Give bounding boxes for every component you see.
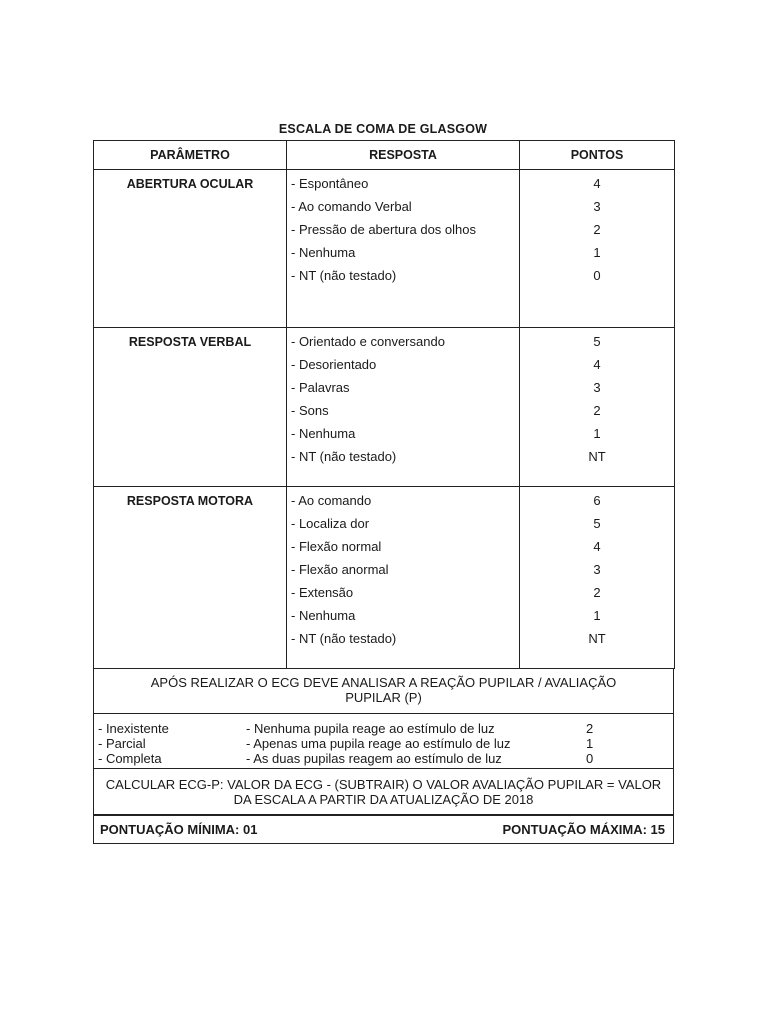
response-item: - Orientado e conversando <box>291 334 445 349</box>
points-list <box>520 170 675 328</box>
points-value: 1 <box>593 245 601 260</box>
response-list <box>287 487 520 669</box>
response-item: - Nenhuma <box>291 426 356 441</box>
param-label: RESPOSTA MOTORA <box>94 487 287 669</box>
points-list <box>520 487 675 669</box>
response-item: - Sons <box>291 403 329 418</box>
points-value: 3 <box>593 380 601 395</box>
points-value: 0 <box>593 268 601 283</box>
param-label: ABERTURA OCULAR <box>94 170 287 328</box>
response-item: - Ao comando <box>291 493 372 508</box>
response-item: - Flexão anormal <box>291 562 389 577</box>
pupil-desc: - Nenhuma pupila reage ao estímulo de luz <box>246 721 495 736</box>
min-score: PONTUAÇÃO MÍNIMA: 01 <box>100 822 258 837</box>
points-value: NT <box>588 631 606 646</box>
response-item: - NT (não testado) <box>291 268 397 283</box>
pupil-rows <box>94 714 673 769</box>
points-value: 3 <box>593 562 601 577</box>
points-value: 1 <box>593 608 601 623</box>
pupil-label: - Completa <box>98 751 162 766</box>
response-item: - Localiza dor <box>291 516 370 531</box>
points-value: 5 <box>593 516 601 531</box>
score-range <box>94 816 673 843</box>
pupil-label: - Inexistente <box>98 721 169 736</box>
pupil-label: - Parcial <box>98 736 146 751</box>
points-value: 4 <box>593 176 601 191</box>
group-resposta-motora <box>94 487 675 669</box>
pupil-points: 1 <box>586 736 594 751</box>
response-item: - Ao comando Verbal <box>291 199 412 214</box>
points-value: 4 <box>593 357 601 372</box>
points-value: 6 <box>593 493 601 508</box>
response-item: - Pressão de abertura dos olhos <box>291 222 476 237</box>
response-item: - Nenhuma <box>291 608 356 623</box>
response-item: - Palavras <box>291 380 350 395</box>
document-title: ESCALA DE COMA DE GLASGOW <box>278 122 488 136</box>
points-value: 4 <box>593 539 601 554</box>
pupil-points: 2 <box>586 721 594 736</box>
response-list <box>287 328 520 487</box>
response-item: - Extensão <box>291 585 354 600</box>
response-list <box>287 170 520 328</box>
group-resposta-verbal <box>94 328 675 487</box>
header-parametro: PARÂMETRO <box>94 141 287 170</box>
points-value: 5 <box>593 334 601 349</box>
points-value: 1 <box>593 426 601 441</box>
points-value: 2 <box>593 403 601 418</box>
pupil-desc: - As duas pupilas reagem ao estímulo de luz <box>246 751 502 766</box>
pupil-assessment-box <box>93 668 674 844</box>
pupil-row <box>98 721 673 736</box>
points-value: NT <box>588 449 606 464</box>
pupil-row <box>98 751 673 766</box>
response-item: - NT (não testado) <box>291 449 397 464</box>
ecg-p-calculation: CALCULAR ECG-P: VALOR DA ECG - (SUBTRAIR) O VALOR AVALIAÇÃO PUPILAR = VALOR DA ESCALA A PARTIR DA ATUALIZAÇÃO DE 2018 <box>94 769 673 816</box>
pupil-points: 0 <box>586 751 594 766</box>
response-item: - NT (não testado) <box>291 631 397 646</box>
pupil-desc: - Apenas uma pupila reage ao estímulo de luz <box>246 736 511 751</box>
group-abertura-ocular <box>94 170 675 328</box>
points-value: 2 <box>593 585 601 600</box>
header-pontos: PONTOS <box>520 141 675 170</box>
response-item: - Desorientado <box>291 357 377 372</box>
max-score: PONTUAÇÃO MÁXIMA: 15 <box>502 822 665 837</box>
pupil-row <box>98 736 673 751</box>
param-label: RESPOSTA VERBAL <box>94 328 287 487</box>
glasgow-table <box>93 140 675 669</box>
response-item: - Espontâneo <box>291 176 369 191</box>
points-value: 3 <box>593 199 601 214</box>
points-list <box>520 328 675 487</box>
response-item: - Flexão normal <box>291 539 382 554</box>
pupil-heading: APÓS REALIZAR O ECG DEVE ANALISAR A REAÇÃO PUPILAR / AVALIAÇÃO PUPILAR (P) <box>94 669 673 714</box>
response-item: - Nenhuma <box>291 245 356 260</box>
points-value: 2 <box>593 222 601 237</box>
table-header-row <box>94 141 675 170</box>
header-resposta: RESPOSTA <box>287 141 520 170</box>
